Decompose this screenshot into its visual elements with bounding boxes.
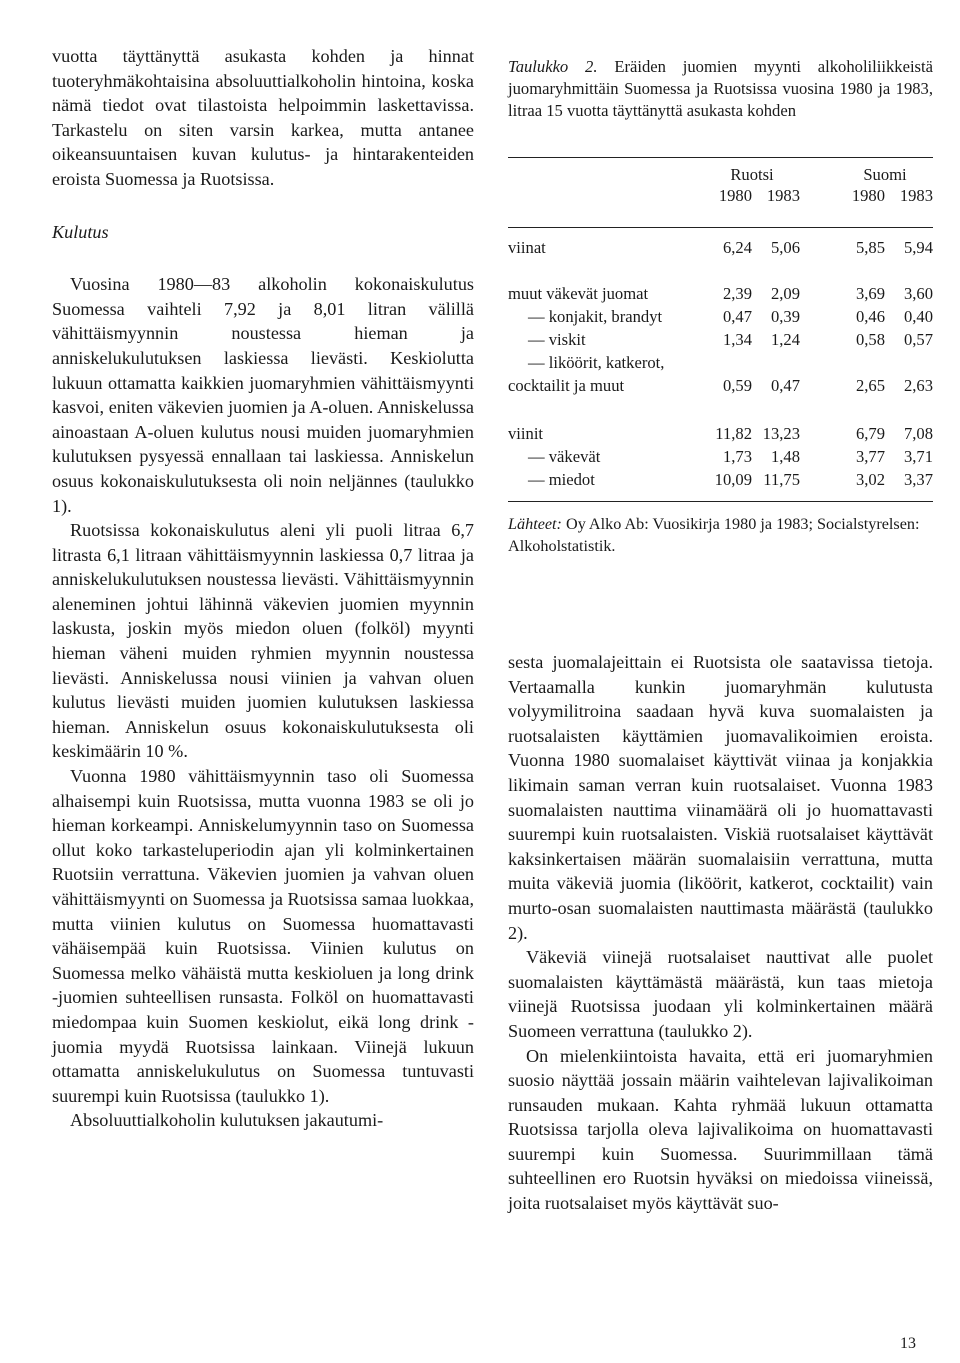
cell-value: 2,39 xyxy=(722,284,752,303)
table-caption-text: Eräiden juomien myynti alkoholiliikkeistä juomaryhmittäin Suomessa ja Ruotsissa vuosina 1980 ja 1983, litraa 15 vuotta täyttänyttä asukasta kohden xyxy=(508,57,933,120)
cell-value: 10,09 xyxy=(714,470,752,489)
table-row xyxy=(508,352,933,375)
cell-value: 0,46 xyxy=(855,307,885,326)
cell-value: 1,34 xyxy=(722,330,752,349)
row-label: cocktailit ja muut xyxy=(508,376,625,395)
cell-value: 0,58 xyxy=(855,330,885,349)
cell-value: 1,24 xyxy=(770,330,800,349)
cell-value: 3,77 xyxy=(855,447,885,466)
table-year-header xyxy=(508,185,933,215)
table-row xyxy=(508,237,933,283)
cell-value: 7,08 xyxy=(903,424,933,443)
cell-value xyxy=(837,352,885,375)
row-label: viinat xyxy=(508,238,546,257)
table-row xyxy=(508,329,933,352)
table-top-rule xyxy=(508,157,933,158)
cell-value: 11,82 xyxy=(715,424,752,443)
paragraph: sesta juomalajeittain ei Ruotsista ole saatavissa tietoja. Vertaamalla kunkin juomaryhmän kulutusta volyymilitroina saadaan hyvä kuva suomalaisten ja ruotsalaisten käyttämien juomavalikoimien eroista. Vuonna 1980 suomalaiset käyttivät viinaa ja konjakkia likimain saman verran kuin ruotsalaiset. Vuonna 1983 suomalaisten nauttima viinamäärä oli jo huomattavasti suurempi kuin ruotsalaisten. Viskiä ruotsalaiset käyttävät kaksinkertaisen määrän suomalaisiin verrattuna, mutta muita väkeviä juomia (liköörit, katkerot, cocktailit) vain murto-osan suomalaisten nauttimasta määrästä (taulukko 2). xyxy=(508,652,933,943)
cell-value: 0,47 xyxy=(722,307,752,326)
table-row xyxy=(508,446,933,469)
row-label: — konjakit, brandyt xyxy=(528,307,663,326)
year-header: 1983 xyxy=(899,186,933,205)
paragraph: Vuosina 1980—83 alkoholin kokonaiskulutus Suomessa vaihteli 7,92 ja 8,01 litran välillä vähittäismyynnin noustessa hieman ja anniskelukulutuksen laskiessa lievästi. Keskiolutta lukuun ottamatta kaikkien juomaryhmien vähittäismyynti kasvoi, eniten väkevien juomien ja A-oluen. Anniskelussa ainoastaan A-oluen kulutus nousi muiden juomaryhmien kulutuksen pysyessä ennallaan tai laskiessa. Anniskelun osuus kokonaiskulutuksesta oli noin neljännes (taulukko 1). xyxy=(52,274,474,516)
year-header: 1983 xyxy=(766,186,800,205)
cell-value: 1,48 xyxy=(770,447,800,466)
cell-value: 3,71 xyxy=(903,447,933,466)
cell-value: 13,23 xyxy=(762,424,800,443)
table-bottom-rule xyxy=(508,501,933,502)
cell-value: 3,60 xyxy=(903,284,933,303)
cell-value xyxy=(752,352,800,375)
cell-value: 3,37 xyxy=(903,470,933,489)
page-number: 13 xyxy=(900,1335,916,1352)
table-caption-label: Taulukko 2. xyxy=(508,57,598,76)
cell-value: 0,40 xyxy=(903,307,933,326)
cell-value: 5,85 xyxy=(855,238,885,257)
paragraph: Absoluuttialkoholin kulutuksen jakautumi- xyxy=(70,1110,384,1131)
col-group-ruotsi: Ruotsi xyxy=(730,165,774,184)
year-header: 1980 xyxy=(851,186,885,205)
paragraph: vuotta täyttänyttä asukasta kohden ja hinnat tuoteryhmäkohtaisina absoluuttialkoholin hintoina, koska nämä tiedot ovat tilastoista helpoimmin laskettavissa. Tarkastelu on siten varsin karkea, mutta antanee oikeansuuntaisen kuvan kulutus- ja hintarakenteiden eroista Suomessa ja Ruotsissa. xyxy=(52,46,474,189)
table-row xyxy=(508,375,933,423)
cell-value: 0,39 xyxy=(770,307,800,326)
cell-value: 3,69 xyxy=(855,284,885,303)
cell-value: 1,73 xyxy=(722,447,752,466)
cell-value: 2,63 xyxy=(903,376,933,395)
cell-value xyxy=(885,352,933,375)
sources-label: Lähteet: xyxy=(508,515,562,533)
right-column xyxy=(508,650,933,1216)
cell-value: 0,59 xyxy=(722,376,752,395)
table-caption xyxy=(508,56,933,121)
table-sources xyxy=(508,514,933,558)
section-heading: Kulutus xyxy=(52,221,109,242)
table-group-header xyxy=(508,164,933,185)
table-header-rule xyxy=(508,227,933,228)
cell-value: 6,24 xyxy=(722,238,752,257)
table-row xyxy=(508,283,933,306)
cell-value: 11,75 xyxy=(763,470,800,489)
table-row xyxy=(508,423,933,446)
year-header: 1980 xyxy=(718,186,752,205)
paragraph: On mielenkiintoista havaita, että eri juomaryhmien suosio näyttää jossain määrin vaihtelevan lajivalikoiman runsauden mukaan. Kahta ryhmää lukuun ottamatta Ruotsissa tarjolla oleva lajivalikoima on huomattavasti suurempi kuin Suomessa. Suurimmillaan tämä suhteellinen ero Ruotsin hyväksi on miedoissa viineissä, joita ruotsalaiset myös käyttävät suo- xyxy=(508,1045,933,1214)
row-label: — miedot xyxy=(528,470,595,489)
table-row xyxy=(508,469,933,492)
sources-text: Oy Alko Ab: Vuosikirja 1980 ja 1983; Socialstyrelsen: Alkoholstatistik. xyxy=(508,515,920,555)
paragraph: Ruotsissa kokonaiskulutus aleni yli puoli litraa 6,7 litrasta 6,1 litraan vähittäismyynnin laskiessa 0,7 litraa ja anniskelukulutuksen noustessa lievästi. Vähittäismyynnin aleneminen johtui lähinnä väkevien juomien myynnin laskusta, joskin myös miedon oluen (folköl) myynti hieman väheni muiden ryhmien myynnin noustessa lievästi. Anniskelussa nousi viinien ja vahvan oluen kulutus lievästi muiden juomien kulutuksen laskiessa hieman. Anniskelun osuus kokonaiskulutuksesta oli keskimäärin 10 %. xyxy=(52,520,474,762)
row-label: — liköörit, katkerot, xyxy=(528,353,665,372)
cell-value xyxy=(704,352,752,375)
row-label: muut väkevät juomat xyxy=(508,284,649,303)
row-label: viinit xyxy=(508,424,544,443)
col-group-suomi: Suomi xyxy=(863,165,907,184)
row-label: — väkevät xyxy=(528,447,601,466)
left-column xyxy=(52,44,474,1133)
cell-value: 3,02 xyxy=(855,470,885,489)
cell-value: 2,09 xyxy=(770,284,800,303)
row-label: — viskit xyxy=(528,330,586,349)
cell-value: 6,79 xyxy=(855,424,885,443)
cell-value: 2,65 xyxy=(855,376,885,395)
table-row xyxy=(508,306,933,329)
cell-value: 0,47 xyxy=(770,376,800,395)
data-table xyxy=(508,164,933,492)
cell-value: 0,57 xyxy=(903,330,933,349)
cell-value: 5,06 xyxy=(770,238,800,257)
paragraph: Väkeviä viinejä ruotsalaiset nauttivat alle puolet suomalaisten käyttämästä määrästä, kun taas mietoja viinejä Ruotsissa juodaan yli kolminkertainen määrä Suomeen verrattuna (taulukko 2). xyxy=(508,947,933,1041)
cell-value: 5,94 xyxy=(903,238,933,257)
paragraph: Vuonna 1980 vähittäismyynnin taso oli Suomessa alhaisempi kuin Ruotsissa, mutta vuonna 1983 se oli jo hieman korkeampi. Anniskelumyynnin taso on Suomessa ollut koko tarkasteluperiodin ajan yli kolminkertainen Ruotsiin verrattuna. Väkevien juomien ja vahvan oluen vähittäismyynti on Suomessa ja Ruotsissa samaa luokkaa, mutta viinien kulutus on Suomessa huomattavasti vähäisempää kuin Ruotsissa. Viinien kulutus on Suomessa melko vähäistä mutta keskioluen ja long drink -juomien suhteellisen runsasta. Folköl on huomattavasti miedompaa kuin Suomen keskiolut, eikä long drink -juomia myydä Ruotsissa lainkaan. Viinejä lukuun ottamatta anniskelukulutus on Suomessa tuntuvasti suurempi kuin Ruotsissa (taulukko 1). xyxy=(52,766,474,1106)
